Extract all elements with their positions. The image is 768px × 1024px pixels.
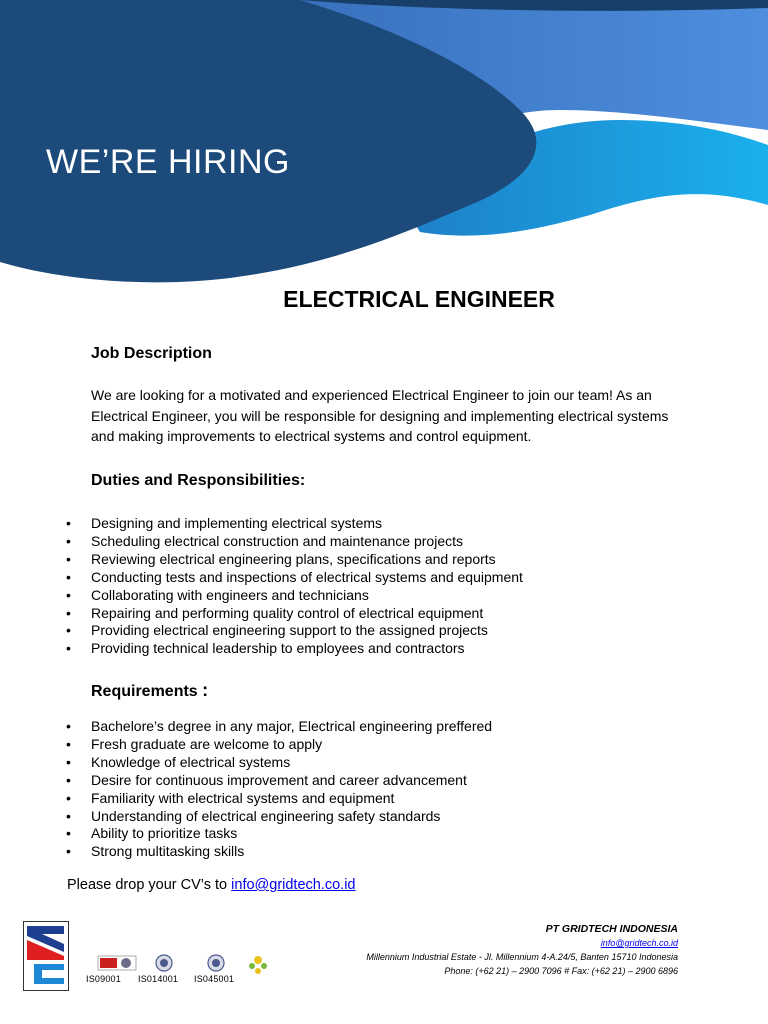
duty-item: • Collaborating with engineers and technicians [66,586,369,603]
bullet-icon: • [66,843,71,860]
bullet-icon: • [66,735,71,752]
job-title: ELECTRICAL ENGINEER [283,286,555,312]
requirement-item: • Ability to prioritize tasks [66,825,238,842]
iso14001-label: IS014001 [138,974,179,984]
bullet-icon: • [66,718,71,734]
requirement-item: • Knowledge of electrical systems [66,753,291,770]
iso9001-label: IS09001 [86,974,121,984]
duty-item: • Reviewing electrical engineering plans, specifications and reports [66,550,496,567]
requirement-item: • Familiarity with electrical systems and equipment [66,789,395,806]
bullet-icon: • [66,771,71,788]
company-info [366,922,678,978]
bullet-icon: • [66,532,71,549]
company-phone: Phone: (+62 21) – 2900 7096 # Fax: (+62 21) – 2900 6896 [444,966,678,976]
company-email-link[interactable]: info@gridtech.co.id [600,938,678,948]
requirements-heading: Requirements : [91,680,209,700]
duty-item: • Providing technical leadership to employees and contractors [66,640,465,657]
requirement-item: • Bachelore’s degree in any major, Electrical engineering preffered [66,718,493,734]
cv-instruction: Please drop your CV’s to info@gridtech.co.id [67,877,356,893]
bullet-icon: • [66,515,71,531]
certification-badge-icon [98,956,136,970]
duty-item: • Designing and implementing electrical systems [66,515,383,531]
duty-item: • Repairing and performing quality control of electrical equipment [66,604,484,621]
requirements-list [0,718,492,861]
bullet-icon: • [66,568,71,585]
requirement-item: • Desire for continuous improvement and career advancement [66,771,467,788]
iso45001-label: IS045001 [194,974,235,984]
bullet-icon: • [66,753,71,770]
company-name: PT GRIDTECH INDONESIA [545,923,678,935]
requirement-item: • Strong multitasking skills [66,843,245,860]
bullet-icon: • [66,825,71,842]
company-logo-icon [23,921,69,991]
company-address: Millennium Industrial Estate - Jl. Millennium 4-A.24/5, Banten 15710 Indonesia [366,952,678,962]
duty-item: • Conducting tests and inspections of electrical systems and equipment [66,568,523,585]
bullet-icon: • [66,807,71,824]
bullet-icon: • [66,586,71,603]
bullet-icon: • [66,622,71,639]
certification-badges [84,952,274,992]
bullet-icon: • [66,604,71,621]
duty-item: • Providing electrical engineering support to the assigned projects [66,622,488,639]
certification-badge-icon [156,955,172,971]
job-description-heading: Job Description [91,345,212,362]
certification-badge-icon [208,955,224,971]
bullet-icon: • [66,789,71,806]
bullet-icon: • [66,550,71,567]
duties-heading: Duties and Responsibilities: [91,472,306,489]
requirement-item: • Fresh graduate are welcome to apply [66,735,323,752]
duties-list [0,515,523,658]
hiring-banner-title: WE’RE HIRING [46,143,290,181]
job-description-text: We are looking for a motivated and experienced Electrical Engineer to join our team! As an Electrical Engineer, you will be responsible for designing and implementing electrical systems and making improvements to electrical systems and control equipment. [91,387,669,444]
duty-item: • Scheduling electrical construction and maintenance projects [66,532,463,549]
smk3-badge-icon [249,956,267,974]
bullet-icon: • [66,640,71,657]
requirement-item: • Understanding of electrical engineering safety standards [66,807,441,824]
cv-email-link[interactable]: info@gridtech.co.id [231,877,356,893]
